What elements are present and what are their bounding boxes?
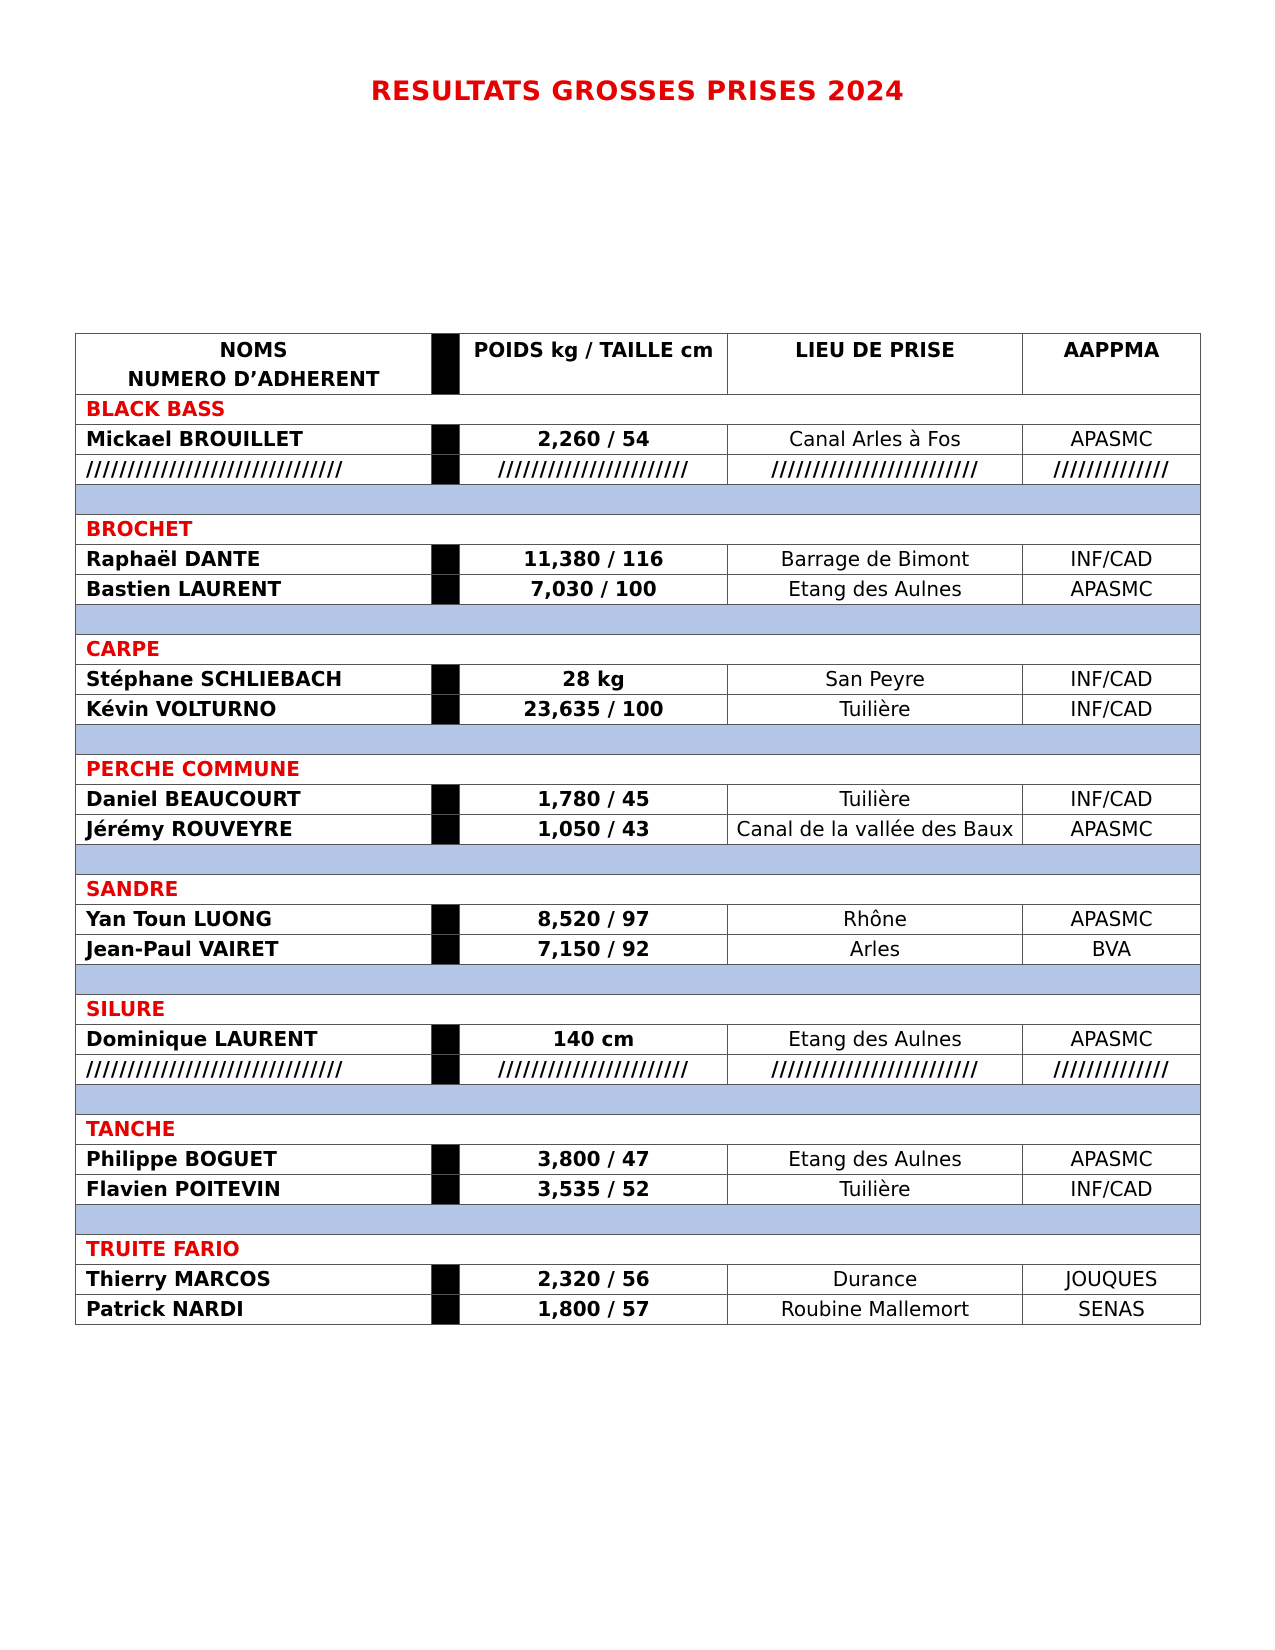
black-bar-cell [432,575,460,605]
header-lieu: LIEU DE PRISE [728,334,1023,395]
page-title: RESULTATS GROSSES PRISES 2024 [370,76,905,107]
table-row [76,1175,1201,1205]
black-bar-cell [432,1175,460,1205]
spacer-cell [76,1085,1201,1115]
black-bar-cell [432,665,460,695]
lieu-cell: Durance [728,1265,1023,1295]
table-row [76,935,1201,965]
poids-taille-cell: 1,050 / 43 [460,815,728,845]
header-aappma: AAPPMA [1023,334,1201,395]
table-row [76,905,1201,935]
category-row [76,1235,1201,1265]
black-bar-cell [432,455,460,485]
spacer-row [76,725,1201,755]
aappma-cell: INF/CAD [1023,785,1201,815]
spacer-cell [76,965,1201,995]
category-row [76,755,1201,785]
aappma-cell: APASMC [1023,575,1201,605]
spacer-cell [76,725,1201,755]
category-row [76,515,1201,545]
spacer-cell [76,485,1201,515]
table-header-row [76,334,1201,395]
aappma-cell: INF/CAD [1023,545,1201,575]
poids-taille-cell: 23,635 / 100 [460,695,728,725]
empty-row [76,455,1201,485]
lieu-cell: Tuilière [728,695,1023,725]
black-bar-cell [432,815,460,845]
spacer-row [76,1205,1201,1235]
black-bar-cell [432,1145,460,1175]
lieu-cell: Etang des Aulnes [728,1025,1023,1055]
lieu-cell: ///////////////////////// [728,1055,1023,1085]
aappma-cell: BVA [1023,935,1201,965]
table-row [76,1295,1201,1325]
poids-taille-cell: 140 cm [460,1025,728,1055]
results-table [75,333,1201,1325]
category-row [76,995,1201,1025]
lieu-cell: Rhône [728,905,1023,935]
angler-name: Yan Toun LUONG [76,905,432,935]
category-name: TRUITE FARIO [76,1235,1201,1265]
black-bar-cell [432,545,460,575]
table-row [76,1145,1201,1175]
category-row [76,875,1201,905]
poids-taille-cell: /////////////////////// [460,455,728,485]
aappma-cell: INF/CAD [1023,695,1201,725]
header-names-line1: NOMS [219,338,288,362]
table-row [76,695,1201,725]
lieu-cell: ///////////////////////// [728,455,1023,485]
spacer-row [76,845,1201,875]
category-row [76,395,1201,425]
spacer-row [76,965,1201,995]
table-row [76,785,1201,815]
aappma-cell: ////////////// [1023,455,1201,485]
black-bar-cell [432,1025,460,1055]
aappma-cell: APASMC [1023,815,1201,845]
table-row [76,545,1201,575]
lieu-cell: Tuilière [728,1175,1023,1205]
lieu-cell: Canal Arles à Fos [728,425,1023,455]
category-name: BLACK BASS [76,395,1201,425]
black-bar-cell [432,695,460,725]
category-name: CARPE [76,635,1201,665]
aappma-cell: JOUQUES [1023,1265,1201,1295]
aappma-cell: INF/CAD [1023,1175,1201,1205]
spacer-row [76,1085,1201,1115]
table-row [76,1025,1201,1055]
spacer-row [76,605,1201,635]
angler-name: Thierry MARCOS [76,1265,432,1295]
aappma-cell: INF/CAD [1023,665,1201,695]
aappma-cell: APASMC [1023,905,1201,935]
category-name: SILURE [76,995,1201,1025]
angler-name: Dominique LAURENT [76,1025,432,1055]
header-names-line2: NUMERO D’ADHERENT [127,367,380,391]
header-poids: POIDS kg / TAILLE cm [460,334,728,395]
category-row [76,635,1201,665]
black-bar-cell [432,1055,460,1085]
table-row [76,1265,1201,1295]
black-bar-cell [432,1265,460,1295]
poids-taille-cell: 11,380 / 116 [460,545,728,575]
category-name: SANDRE [76,875,1201,905]
spacer-cell [76,845,1201,875]
black-bar-cell [432,1295,460,1325]
aappma-cell: APASMC [1023,1025,1201,1055]
lieu-cell: Etang des Aulnes [728,1145,1023,1175]
category-name: PERCHE COMMUNE [76,755,1201,785]
poids-taille-cell: 28 kg [460,665,728,695]
table-row [76,575,1201,605]
poids-taille-cell: 8,520 / 97 [460,905,728,935]
black-bar-cell [432,425,460,455]
category-name: TANCHE [76,1115,1201,1145]
lieu-cell: Etang des Aulnes [728,575,1023,605]
spacer-row [76,485,1201,515]
poids-taille-cell: /////////////////////// [460,1055,728,1085]
angler-name: Mickael BROUILLET [76,425,432,455]
angler-name: /////////////////////////////// [76,1055,432,1085]
category-name: BROCHET [76,515,1201,545]
header-names [76,334,432,395]
poids-taille-cell: 7,150 / 92 [460,935,728,965]
angler-name: Stéphane SCHLIEBACH [76,665,432,695]
aappma-cell: SENAS [1023,1295,1201,1325]
poids-taille-cell: 2,260 / 54 [460,425,728,455]
angler-name: /////////////////////////////// [76,455,432,485]
aappma-cell: APASMC [1023,1145,1201,1175]
aappma-cell: APASMC [1023,425,1201,455]
poids-taille-cell: 3,800 / 47 [460,1145,728,1175]
poids-taille-cell: 1,800 / 57 [460,1295,728,1325]
lieu-cell: Canal de la vallée des Baux [728,815,1023,845]
angler-name: Philippe BOGUET [76,1145,432,1175]
angler-name: Flavien POITEVIN [76,1175,432,1205]
black-bar-cell [432,905,460,935]
table-row [76,425,1201,455]
header-black-bar [432,334,460,395]
aappma-cell: ////////////// [1023,1055,1201,1085]
lieu-cell: Roubine Mallemort [728,1295,1023,1325]
table-row [76,665,1201,695]
spacer-cell [76,605,1201,635]
poids-taille-cell: 2,320 / 56 [460,1265,728,1295]
angler-name: Jean-Paul VAIRET [76,935,432,965]
lieu-cell: Arles [728,935,1023,965]
angler-name: Patrick NARDI [76,1295,432,1325]
poids-taille-cell: 7,030 / 100 [460,575,728,605]
black-bar-cell [432,935,460,965]
black-bar-cell [432,785,460,815]
category-row [76,1115,1201,1145]
angler-name: Raphaël DANTE [76,545,432,575]
poids-taille-cell: 3,535 / 52 [460,1175,728,1205]
lieu-cell: Barrage de Bimont [728,545,1023,575]
angler-name: Kévin VOLTURNO [76,695,432,725]
spacer-cell [76,1205,1201,1235]
empty-row [76,1055,1201,1085]
angler-name: Bastien LAURENT [76,575,432,605]
lieu-cell: Tuilière [728,785,1023,815]
poids-taille-cell: 1,780 / 45 [460,785,728,815]
angler-name: Daniel BEAUCOURT [76,785,432,815]
lieu-cell: San Peyre [728,665,1023,695]
angler-name: Jérémy ROUVEYRE [76,815,432,845]
table-row [76,815,1201,845]
